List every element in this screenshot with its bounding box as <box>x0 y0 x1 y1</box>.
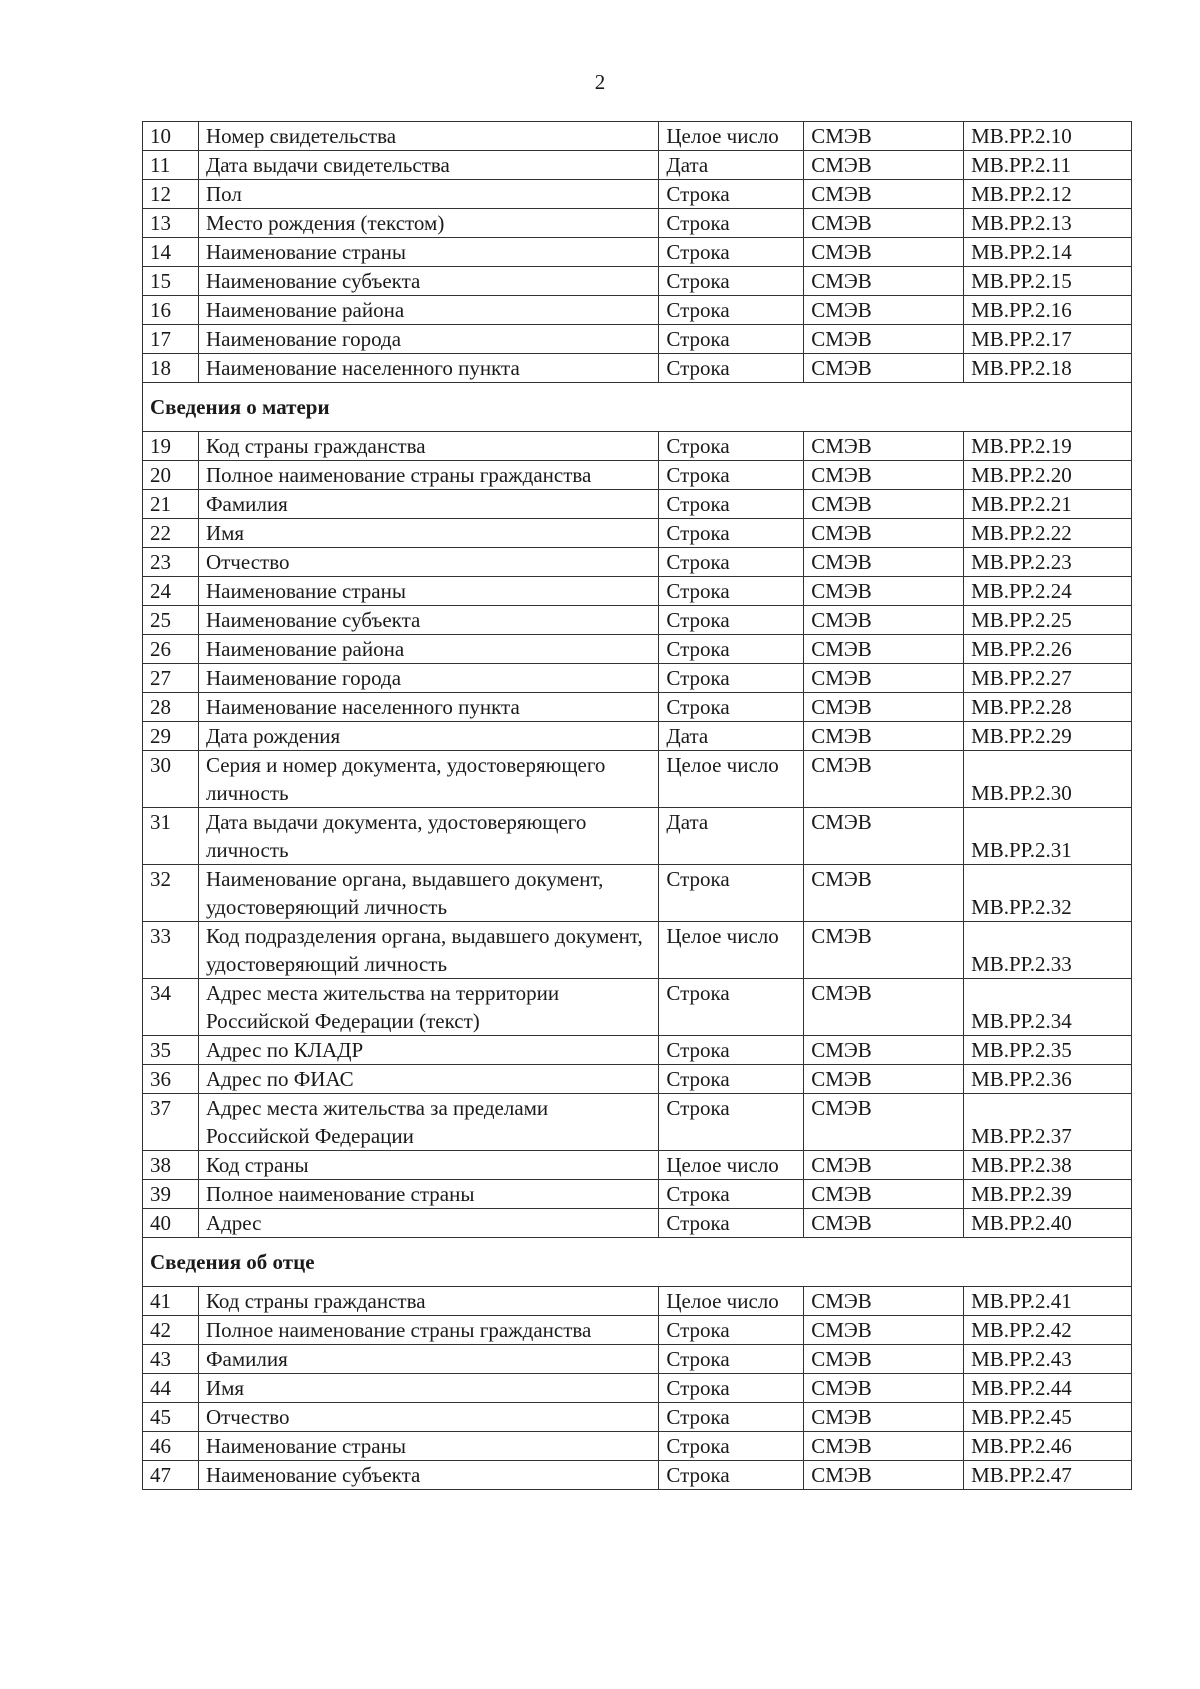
source-cell: СМЭВ <box>804 151 964 180</box>
row-number-cell: 19 <box>143 432 199 461</box>
table-row <box>143 865 1132 922</box>
field-name-cell: Дата выдачи документа, удостоверяющего личность <box>198 808 658 865</box>
field-name-cell: Наименование субъекта <box>198 267 658 296</box>
source-cell: СМЭВ <box>804 238 964 267</box>
source-cell: СМЭВ <box>804 1461 964 1490</box>
field-name-cell: Номер свидетельства <box>198 122 658 151</box>
row-number-cell: 11 <box>143 151 199 180</box>
field-code-cell: МВ.РР.2.43 <box>964 1345 1132 1374</box>
row-number-cell: 31 <box>143 808 199 865</box>
row-number-cell: 15 <box>143 267 199 296</box>
row-number-cell: 39 <box>143 1180 199 1209</box>
source-cell: СМЭВ <box>804 606 964 635</box>
source-cell: СМЭВ <box>804 722 964 751</box>
table-row <box>143 238 1132 267</box>
row-number-cell: 10 <box>143 122 199 151</box>
source-cell: СМЭВ <box>804 1036 964 1065</box>
field-code-cell: МВ.РР.2.23 <box>964 548 1132 577</box>
source-cell: СМЭВ <box>804 979 964 1036</box>
field-code-cell: МВ.РР.2.18 <box>964 354 1132 383</box>
table-row <box>143 325 1132 354</box>
row-number-cell: 27 <box>143 664 199 693</box>
field-code-cell: МВ.РР.2.41 <box>964 1287 1132 1316</box>
data-type-cell: Строка <box>659 1180 804 1209</box>
field-code-cell: МВ.РР.2.28 <box>964 693 1132 722</box>
table-row <box>143 1374 1132 1403</box>
table-row <box>143 1151 1132 1180</box>
table-row <box>143 693 1132 722</box>
data-type-cell: Строка <box>659 1036 804 1065</box>
data-type-cell: Строка <box>659 1065 804 1094</box>
field-code-cell: МВ.РР.2.38 <box>964 1151 1132 1180</box>
source-cell: СМЭВ <box>804 209 964 238</box>
source-cell: СМЭВ <box>804 1432 964 1461</box>
row-number-cell: 13 <box>143 209 199 238</box>
field-name-cell: Адрес места жительства за пределами Российской Федерации <box>198 1094 658 1151</box>
field-name-cell: Наименование населенного пункта <box>198 693 658 722</box>
data-type-cell: Целое число <box>659 922 804 979</box>
field-name-cell: Наименование страны <box>198 238 658 267</box>
page-number: 2 <box>594 70 606 94</box>
field-code-cell: МВ.РР.2.31 <box>964 808 1132 865</box>
table-row <box>143 1209 1132 1238</box>
field-name-cell: Наименование органа, выдавшего документ, удостоверяющий личность <box>198 865 658 922</box>
table-row <box>143 808 1132 865</box>
data-type-cell: Дата <box>659 722 804 751</box>
field-name-cell: Адрес <box>198 1209 658 1238</box>
table-row <box>143 577 1132 606</box>
field-name-cell: Полное наименование страны <box>198 1180 658 1209</box>
source-cell: СМЭВ <box>804 693 964 722</box>
row-number-cell: 26 <box>143 635 199 664</box>
field-code-cell: МВ.РР.2.40 <box>964 1209 1132 1238</box>
data-type-cell: Строка <box>659 664 804 693</box>
row-number-cell: 12 <box>143 180 199 209</box>
row-number-cell: 40 <box>143 1209 199 1238</box>
source-cell: СМЭВ <box>804 1209 964 1238</box>
row-number-cell: 43 <box>143 1345 199 1374</box>
data-type-cell: Строка <box>659 865 804 922</box>
row-number-cell: 33 <box>143 922 199 979</box>
field-code-cell: МВ.РР.2.11 <box>964 151 1132 180</box>
table-row <box>143 490 1132 519</box>
source-cell: СМЭВ <box>804 267 964 296</box>
table-row <box>143 122 1132 151</box>
data-type-cell: Строка <box>659 461 804 490</box>
row-number-cell: 42 <box>143 1316 199 1345</box>
data-type-cell: Строка <box>659 693 804 722</box>
table-row <box>143 922 1132 979</box>
table-row <box>143 664 1132 693</box>
field-name-cell: Пол <box>198 180 658 209</box>
data-type-cell: Дата <box>659 151 804 180</box>
table-row <box>143 151 1132 180</box>
data-type-cell: Целое число <box>659 751 804 808</box>
field-name-cell: Код страны гражданства <box>198 432 658 461</box>
source-cell: СМЭВ <box>804 808 964 865</box>
table-row <box>143 1316 1132 1345</box>
data-type-cell: Строка <box>659 1345 804 1374</box>
table-row <box>143 1180 1132 1209</box>
table-row <box>143 1287 1132 1316</box>
data-type-cell: Строка <box>659 180 804 209</box>
source-cell: СМЭВ <box>804 1403 964 1432</box>
field-code-cell: МВ.РР.2.20 <box>964 461 1132 490</box>
data-type-cell: Дата <box>659 808 804 865</box>
source-cell: СМЭВ <box>804 296 964 325</box>
table-row <box>143 1345 1132 1374</box>
source-cell: СМЭВ <box>804 664 964 693</box>
row-number-cell: 45 <box>143 1403 199 1432</box>
row-number-cell: 47 <box>143 1461 199 1490</box>
table-row <box>143 1065 1132 1094</box>
source-cell: СМЭВ <box>804 461 964 490</box>
field-code-cell: МВ.РР.2.24 <box>964 577 1132 606</box>
field-code-cell: МВ.РР.2.46 <box>964 1432 1132 1461</box>
field-name-cell: Имя <box>198 519 658 548</box>
field-code-cell: МВ.РР.2.22 <box>964 519 1132 548</box>
field-name-cell: Полное наименование страны гражданства <box>198 461 658 490</box>
field-code-cell: МВ.РР.2.15 <box>964 267 1132 296</box>
field-name-cell: Наименование города <box>198 325 658 354</box>
row-number-cell: 14 <box>143 238 199 267</box>
field-code-cell: МВ.РР.2.32 <box>964 865 1132 922</box>
row-number-cell: 37 <box>143 1094 199 1151</box>
data-type-cell: Целое число <box>659 1287 804 1316</box>
source-cell: СМЭВ <box>804 922 964 979</box>
source-cell: СМЭВ <box>804 1374 964 1403</box>
data-type-cell: Строка <box>659 606 804 635</box>
field-code-cell: МВ.РР.2.34 <box>964 979 1132 1036</box>
field-name-cell: Наименование страны <box>198 577 658 606</box>
field-code-cell: МВ.РР.2.42 <box>964 1316 1132 1345</box>
data-type-cell: Строка <box>659 1374 804 1403</box>
source-cell: СМЭВ <box>804 865 964 922</box>
field-code-cell: МВ.РР.2.26 <box>964 635 1132 664</box>
table-row <box>143 296 1132 325</box>
field-name-cell: Серия и номер документа, удостоверяющего личность <box>198 751 658 808</box>
data-type-cell: Строка <box>659 1461 804 1490</box>
field-name-cell: Код страны <box>198 1151 658 1180</box>
data-type-cell: Строка <box>659 267 804 296</box>
table-row <box>143 751 1132 808</box>
field-code-cell: МВ.РР.2.12 <box>964 180 1132 209</box>
field-code-cell: МВ.РР.2.25 <box>964 606 1132 635</box>
field-code-cell: МВ.РР.2.39 <box>964 1180 1132 1209</box>
field-name-cell: Фамилия <box>198 1345 658 1374</box>
table-body <box>143 122 1132 1490</box>
row-number-cell: 21 <box>143 490 199 519</box>
source-cell: СМЭВ <box>804 1345 964 1374</box>
data-type-cell: Строка <box>659 577 804 606</box>
field-code-cell: МВ.РР.2.45 <box>964 1403 1132 1432</box>
row-number-cell: 30 <box>143 751 199 808</box>
row-number-cell: 38 <box>143 1151 199 1180</box>
field-code-cell: МВ.РР.2.17 <box>964 325 1132 354</box>
field-name-cell: Дата выдачи свидетельства <box>198 151 658 180</box>
data-table <box>142 121 1132 1490</box>
field-code-cell: МВ.РР.2.37 <box>964 1094 1132 1151</box>
data-type-cell: Строка <box>659 325 804 354</box>
data-type-cell: Строка <box>659 1403 804 1432</box>
data-type-cell: Строка <box>659 1432 804 1461</box>
data-type-cell: Целое число <box>659 122 804 151</box>
data-type-cell: Строка <box>659 238 804 267</box>
data-type-cell: Строка <box>659 432 804 461</box>
data-type-cell: Строка <box>659 635 804 664</box>
field-code-cell: МВ.РР.2.44 <box>964 1374 1132 1403</box>
row-number-cell: 24 <box>143 577 199 606</box>
field-code-cell: МВ.РР.2.10 <box>964 122 1132 151</box>
row-number-cell: 17 <box>143 325 199 354</box>
field-code-cell: МВ.РР.2.29 <box>964 722 1132 751</box>
field-name-cell: Отчество <box>198 548 658 577</box>
table-row <box>143 209 1132 238</box>
table-row <box>143 519 1132 548</box>
field-name-cell: Наименование города <box>198 664 658 693</box>
table-row <box>143 1403 1132 1432</box>
field-name-cell: Место рождения (текстом) <box>198 209 658 238</box>
field-code-cell: МВ.РР.2.19 <box>964 432 1132 461</box>
data-type-cell: Строка <box>659 548 804 577</box>
field-name-cell: Имя <box>198 1374 658 1403</box>
row-number-cell: 22 <box>143 519 199 548</box>
table-row <box>143 354 1132 383</box>
field-code-cell: МВ.РР.2.21 <box>964 490 1132 519</box>
field-code-cell: МВ.РР.2.35 <box>964 1036 1132 1065</box>
source-cell: СМЭВ <box>804 354 964 383</box>
row-number-cell: 41 <box>143 1287 199 1316</box>
data-type-cell: Строка <box>659 209 804 238</box>
field-code-cell: МВ.РР.2.47 <box>964 1461 1132 1490</box>
row-number-cell: 32 <box>143 865 199 922</box>
field-name-cell: Наименование субъекта <box>198 606 658 635</box>
table-row <box>143 1461 1132 1490</box>
source-cell: СМЭВ <box>804 1180 964 1209</box>
row-number-cell: 46 <box>143 1432 199 1461</box>
field-name-cell: Код страны гражданства <box>198 1287 658 1316</box>
field-name-cell: Адрес места жительства на территории Российской Федерации (текст) <box>198 979 658 1036</box>
data-type-cell: Строка <box>659 1316 804 1345</box>
row-number-cell: 16 <box>143 296 199 325</box>
table-row <box>143 722 1132 751</box>
source-cell: СМЭВ <box>804 548 964 577</box>
field-code-cell: МВ.РР.2.27 <box>964 664 1132 693</box>
field-name-cell: Наименование района <box>198 296 658 325</box>
source-cell: СМЭВ <box>804 1151 964 1180</box>
source-cell: СМЭВ <box>804 325 964 354</box>
table-row <box>143 1036 1132 1065</box>
data-type-cell: Строка <box>659 979 804 1036</box>
row-number-cell: 44 <box>143 1374 199 1403</box>
field-name-cell: Наименование населенного пункта <box>198 354 658 383</box>
field-name-cell: Адрес по КЛАДР <box>198 1036 658 1065</box>
row-number-cell: 18 <box>143 354 199 383</box>
data-type-cell: Строка <box>659 490 804 519</box>
source-cell: СМЭВ <box>804 432 964 461</box>
section-title: Сведения об отце <box>143 1238 1132 1287</box>
field-name-cell: Наименование района <box>198 635 658 664</box>
table-row <box>143 1094 1132 1151</box>
field-code-cell: МВ.РР.2.13 <box>964 209 1132 238</box>
field-name-cell: Фамилия <box>198 490 658 519</box>
table-row <box>143 548 1132 577</box>
field-code-cell: МВ.РР.2.30 <box>964 751 1132 808</box>
section-header-row <box>143 383 1132 432</box>
row-number-cell: 36 <box>143 1065 199 1094</box>
row-number-cell: 34 <box>143 979 199 1036</box>
section-header-row <box>143 1238 1132 1287</box>
source-cell: СМЭВ <box>804 490 964 519</box>
field-name-cell: Наименование страны <box>198 1432 658 1461</box>
data-type-cell: Строка <box>659 1094 804 1151</box>
source-cell: СМЭВ <box>804 180 964 209</box>
row-number-cell: 23 <box>143 548 199 577</box>
data-type-cell: Строка <box>659 296 804 325</box>
row-number-cell: 35 <box>143 1036 199 1065</box>
section-title: Сведения о матери <box>143 383 1132 432</box>
source-cell: СМЭВ <box>804 1287 964 1316</box>
field-name-cell: Адрес по ФИАС <box>198 1065 658 1094</box>
table-row <box>143 635 1132 664</box>
field-code-cell: МВ.РР.2.14 <box>964 238 1132 267</box>
field-code-cell: МВ.РР.2.16 <box>964 296 1132 325</box>
table-row <box>143 606 1132 635</box>
source-cell: СМЭВ <box>804 1065 964 1094</box>
field-code-cell: МВ.РР.2.36 <box>964 1065 1132 1094</box>
field-name-cell: Код подразделения органа, выдавшего документ, удостоверяющий личность <box>198 922 658 979</box>
source-cell: СМЭВ <box>804 122 964 151</box>
data-type-cell: Строка <box>659 1209 804 1238</box>
source-cell: СМЭВ <box>804 751 964 808</box>
row-number-cell: 20 <box>143 461 199 490</box>
source-cell: СМЭВ <box>804 1316 964 1345</box>
table-row <box>143 979 1132 1036</box>
row-number-cell: 25 <box>143 606 199 635</box>
source-cell: СМЭВ <box>804 519 964 548</box>
data-type-cell: Строка <box>659 519 804 548</box>
table-row <box>143 432 1132 461</box>
data-type-cell: Целое число <box>659 1151 804 1180</box>
table-row <box>143 180 1132 209</box>
source-cell: СМЭВ <box>804 1094 964 1151</box>
field-name-cell: Полное наименование страны гражданства <box>198 1316 658 1345</box>
row-number-cell: 29 <box>143 722 199 751</box>
table-row <box>143 461 1132 490</box>
field-code-cell: МВ.РР.2.33 <box>964 922 1132 979</box>
table-row <box>143 267 1132 296</box>
field-name-cell: Отчество <box>198 1403 658 1432</box>
field-name-cell: Наименование субъекта <box>198 1461 658 1490</box>
source-cell: СМЭВ <box>804 635 964 664</box>
data-type-cell: Строка <box>659 354 804 383</box>
table-row <box>143 1432 1132 1461</box>
source-cell: СМЭВ <box>804 577 964 606</box>
row-number-cell: 28 <box>143 693 199 722</box>
field-name-cell: Дата рождения <box>198 722 658 751</box>
